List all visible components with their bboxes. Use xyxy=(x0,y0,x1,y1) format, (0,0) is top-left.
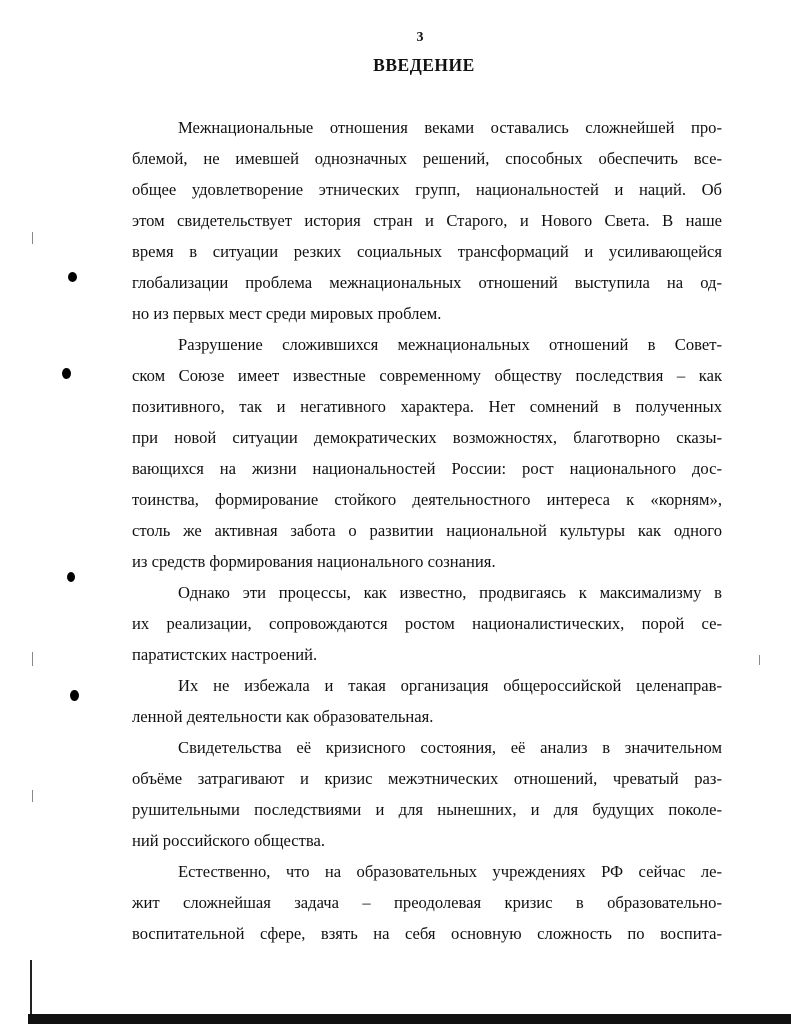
text-line: воспитательной сфере, взять на себя основную сложность по воспита- xyxy=(132,924,722,943)
scan-edge-bottom xyxy=(28,1014,791,1024)
scan-speck xyxy=(68,272,77,282)
text-line: блемой, не имевшей однозначных решений, способных обеспечить все- xyxy=(132,149,722,168)
text-line: Естественно, что на образовательных учреждениях РФ сейчас ле- xyxy=(178,862,722,881)
text-line: при новой ситуации демократических возможностях, благотворно сказы- xyxy=(132,428,722,447)
paragraph xyxy=(132,856,722,949)
paragraph xyxy=(132,670,722,732)
page-number: 3 xyxy=(416,30,424,45)
scan-edge-left xyxy=(30,960,32,1018)
scan-speck xyxy=(67,572,75,582)
text-line: паратистских настроений. xyxy=(132,645,318,664)
text-line: тоинства, формирование стойкого деятельностного интереса к «корням», xyxy=(132,490,722,509)
text-line: общее удовлетворение этнических групп, национальностей и наций. Об xyxy=(132,180,722,199)
text-line: Свидетельства её кризисного состояния, её анализ в значительном xyxy=(178,738,722,757)
text-line: позитивного, так и негативного характера. Нет сомнений в полученных xyxy=(132,397,722,416)
text-line: Их не избежала и такая организация общероссийской целенаправ- xyxy=(178,676,722,695)
text-line: Однако эти процессы, как известно, продвигаясь к максимализму в xyxy=(178,583,722,602)
scan-mark xyxy=(32,652,33,666)
text-line: но из первых мест среди мировых проблем. xyxy=(132,304,442,323)
scan-mark xyxy=(32,232,33,244)
text-line: время в ситуации резких социальных трансформаций и усиливающейся xyxy=(132,242,722,261)
text-line: жит сложнейшая задача – преодолевая кризис в образовательно- xyxy=(132,893,722,912)
scan-mark xyxy=(759,655,760,665)
text-line: Разрушение сложившихся межнациональных отношений в Совет- xyxy=(178,335,722,354)
text-line: вающихся на жизни национальностей России: рост национального дос- xyxy=(132,459,722,478)
text-line: рушительными последствиями и для нынешних, и для будущих поколе- xyxy=(132,800,722,819)
text-line: этом свидетельствует история стран и Старого, и Нового Света. В наше xyxy=(132,211,722,230)
text-line: Межнациональные отношения веками оставались сложнейшей про- xyxy=(178,118,722,137)
text-line: столь же активная забота о развитии национальной культуры как одного xyxy=(132,521,722,540)
text-line: ний российского общества. xyxy=(132,831,326,850)
text-line: из средств формирования национального сознания. xyxy=(132,552,496,571)
text-line: объёме затрагивают и кризис межэтнических отношений, чреватый раз- xyxy=(132,769,722,788)
paragraph xyxy=(132,329,722,577)
body-text xyxy=(132,112,722,949)
scan-mark xyxy=(32,790,33,802)
scan-speck xyxy=(62,368,71,379)
text-line: их реализации, сопровождаются ростом националистических, порой се- xyxy=(132,614,722,633)
paragraph xyxy=(132,112,722,329)
scan-speck xyxy=(70,690,79,701)
paragraph xyxy=(132,732,722,856)
text-line: ленной деятельности как образовательная. xyxy=(132,707,434,726)
page-title: ВВЕДЕНИЕ xyxy=(373,55,475,75)
text-line: ском Союзе имеет известные современному обществу последствия – как xyxy=(132,366,722,385)
text-line: глобализации проблема межнациональных отношений выступила на од- xyxy=(132,273,722,292)
paragraph xyxy=(132,577,722,670)
